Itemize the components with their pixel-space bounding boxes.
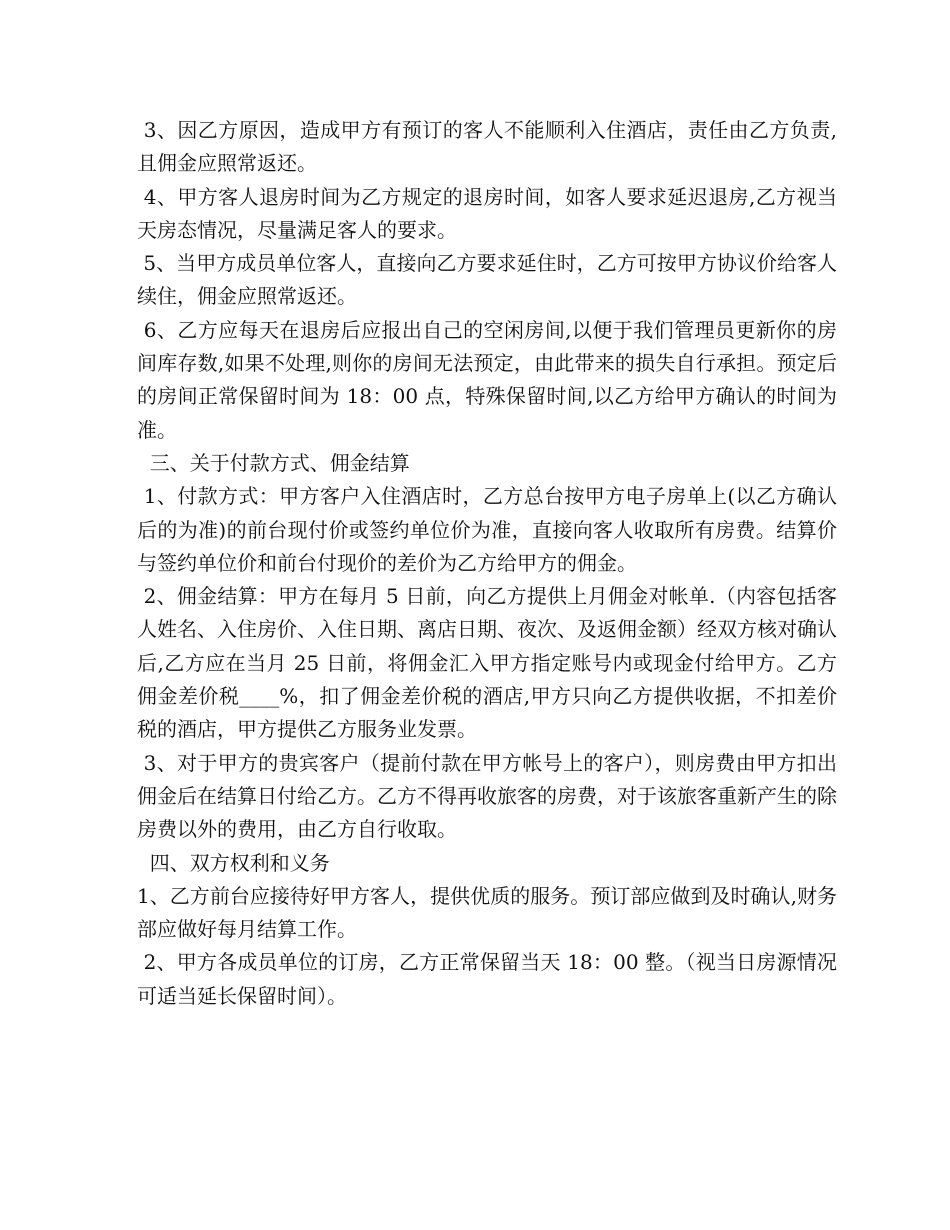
payment-method-paragraph: 1、付款方式：甲方客户入住酒店时，乙方总台按甲方电子房单上(以乙方确认后的为准)的前台现付价或签约单位价为准，直接向客人收取所有房费。结算价与签约单位价和前台付现价的差价为乙方给甲方的佣金。 (137, 484, 837, 575)
section-4-heading: 四、双方权利和义务 (137, 850, 330, 875)
document-body (137, 114, 837, 1013)
vip-client-paragraph: 3、对于甲方的贵宾客户（提前付款在甲方帐号上的客户），则房费由甲方扣出佣金后在结算日付给乙方。乙方不得再收旅客的房费，对于该旅客重新产生的除房费以外的费用，由乙方自行收取。 (137, 750, 837, 842)
clause-5-paragraph: 5、当甲方成员单位客人，直接向乙方要求延住时，乙方可按甲方协议价给客人续住，佣金应照常返还。 (137, 251, 837, 309)
clause-4-paragraph: 4、甲方客人退房时间为乙方规定的退房时间，如客人要求延迟退房,乙方视当天房态情况，尽量满足客人的要求。 (137, 184, 837, 242)
clause-6-paragraph: 6、乙方应每天在退房后应报出自己的空闲房间,以便于我们管理员更新你的房间库存数,如果不处理,则你的房间无法预定，由此带来的损失自行承担。预定后的房间正常保留时间为 18：00 点，特殊保留时间,以乙方给甲方确认的时间为准。 (137, 317, 837, 442)
clause-3-paragraph: 3、因乙方原因，造成甲方有预订的客人不能顺利入住酒店，责任由乙方负责,且佣金应照常返还。 (137, 118, 837, 176)
front-desk-paragraph: 1、乙方前台应接待好甲方客人，提供优质的服务。预订部应做到及时确认,财务部应做好每月结算工作。 (137, 883, 837, 942)
section-3-heading: 三、关于付款方式、佣金结算 (137, 450, 410, 475)
commission-settlement-paragraph: 2、佣金结算：甲方在每月 5 日前，向乙方提供上月佣金对帐单.（内容包括客人姓名、入住房价、入住日期、离店日期、夜次、及返佣金额）经双方核对确认后,乙方应在当月 25 日前，将佣金汇入甲方指定账号内或现金付给甲方。乙方佣金差价税____%，扣了佣金差价税的酒店,甲方只向乙方提供收据，不扣差价税的酒店，甲方提供乙方服务业发票。 (137, 584, 838, 742)
reservation-hold-paragraph: 2、甲方各成员单位的订房，乙方正常保留当天 18：00 整。（视当日房源情况可适当延长保留时间）。 (137, 950, 838, 1008)
